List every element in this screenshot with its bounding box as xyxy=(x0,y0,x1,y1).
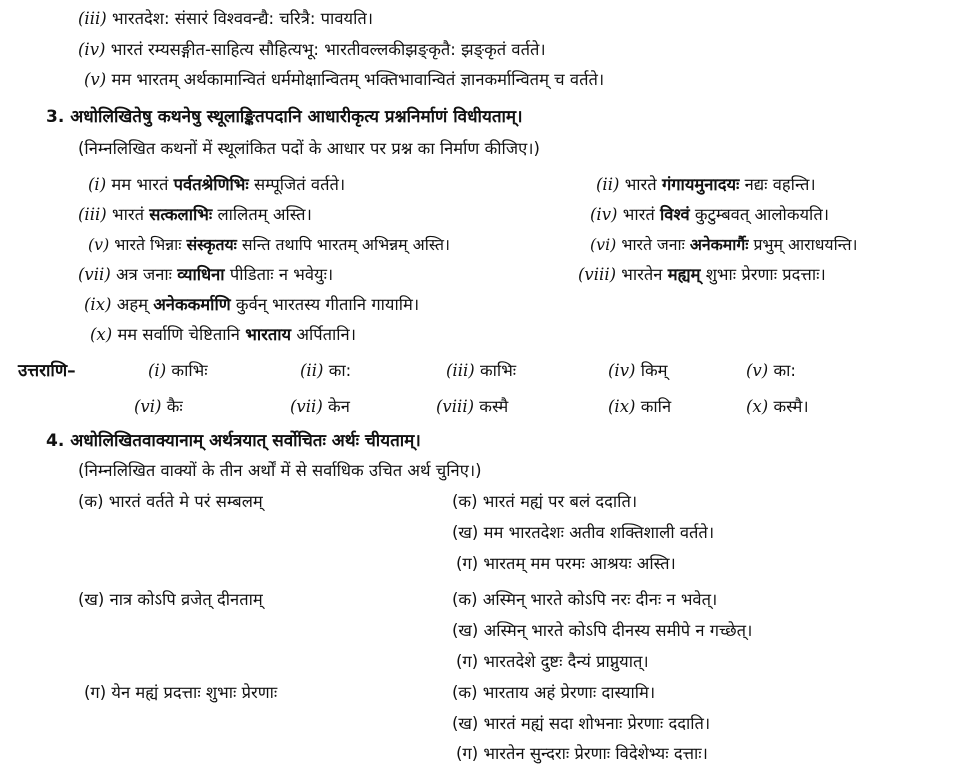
option-label: (ख) xyxy=(452,523,479,542)
q3-item xyxy=(88,174,345,196)
q4-option xyxy=(456,553,676,575)
option-label: (ग) xyxy=(456,744,479,763)
option-text: भारतेन सुन्दराः प्रेरणाः विदेशेभ्यः दत्ताः। xyxy=(483,744,708,763)
item-text: कुर्वन् भारतस्य गीतानि गायामि। xyxy=(230,295,420,314)
answer-text: केन xyxy=(328,397,350,416)
item-number: (x) xyxy=(90,325,113,344)
item-text: प्रभुम् आराधयन्ति। xyxy=(748,235,858,254)
top-item xyxy=(78,8,373,30)
q3-item xyxy=(596,174,816,196)
question-3-heading: 3. अधोलिखितेषु कथनेषु स्थूलाङ्कितपदानि आधारीकृत्य प्रश्ननिर्माणं विधीयताम्। xyxy=(46,107,523,127)
item-number: (i) xyxy=(88,175,107,194)
bold-term: मह्यम् xyxy=(667,265,701,284)
bold-term: विश्वं xyxy=(660,205,690,224)
item-text: अहम् xyxy=(116,295,154,314)
option-text: भारतदेशे दुष्टः दैन्यं प्राप्नुयात्। xyxy=(483,652,649,671)
q3-item xyxy=(578,264,826,286)
answer-number: (ii) xyxy=(300,361,324,380)
q4-option xyxy=(452,713,710,735)
answer-item xyxy=(446,360,516,382)
answer-item xyxy=(134,396,183,418)
item-text: भारतेन xyxy=(621,265,668,284)
q3-item xyxy=(78,264,333,286)
item-number: (iii) xyxy=(78,205,107,224)
q4-sentence xyxy=(78,491,263,513)
q4-sentence xyxy=(78,589,263,611)
question-4-heading: 4. अधोलिखितवाक्यानाम् अर्थत्रयात् सर्वोचितः अर्थः चीयताम्। xyxy=(46,431,421,451)
answer-item xyxy=(746,360,796,382)
answer-number: (viii) xyxy=(436,397,475,416)
item-number: (iv) xyxy=(590,205,618,224)
answer-item xyxy=(608,360,668,382)
bold-term: व्याधिना xyxy=(177,265,225,284)
sentence-text: येन मह्यं प्रदत्ताः शुभाः प्रेरणाः xyxy=(111,683,278,702)
answer-item xyxy=(436,396,508,418)
item-text: भारते जनाः xyxy=(621,235,690,254)
q4-option xyxy=(452,522,714,544)
item-number: (iv) xyxy=(78,40,106,59)
answer-number: (ix) xyxy=(608,397,636,416)
answer-number: (vii) xyxy=(290,397,323,416)
sentence-text: नात्र कोऽपि व्रजेत् दीनताम् xyxy=(109,590,263,609)
q4-option xyxy=(452,589,717,611)
question-4-subheading: (निम्नलिखित वाक्यों के तीन अर्थों में से सर्वाधिक उचित अर्थ चुनिए।) xyxy=(78,461,482,480)
bold-term: गंगायमुनादयः xyxy=(661,175,740,194)
q3-item xyxy=(90,324,356,346)
top-item xyxy=(84,69,604,91)
option-label: (ग) xyxy=(456,652,479,671)
sentence-label: (क) xyxy=(78,492,104,511)
bold-term: भारताय xyxy=(245,325,292,344)
item-text: मम सर्वाणि चेष्टितानि xyxy=(117,325,246,344)
bold-term: संस्कृतयः xyxy=(186,235,237,254)
option-text: भारतम् मम परमः आश्रयः अस्ति। xyxy=(483,554,676,573)
option-text: अस्मिन् भारते कोऽपि दीनस्य समीपे न गच्छेत्। xyxy=(483,621,753,640)
q4-option xyxy=(452,620,752,642)
option-label: (क) xyxy=(452,590,478,609)
answer-number: (i) xyxy=(148,361,167,380)
item-text: कुटुम्बवत् आलोकयति। xyxy=(689,205,829,224)
option-text: भारतं मह्यं सदा शोभनाः प्रेरणाः ददाति। xyxy=(483,714,711,733)
item-text: मम भारतं xyxy=(111,175,174,194)
answer-text: का: xyxy=(773,361,796,380)
q4-option xyxy=(456,743,708,765)
answer-item xyxy=(746,396,809,418)
option-text: भारताय अहं प्रेरणाः दास्यामि। xyxy=(482,683,656,702)
q4-option xyxy=(452,682,655,704)
answer-item xyxy=(608,396,671,418)
sentence-text: भारतं वर्तते मे परं सम्बलम् xyxy=(108,492,263,511)
item-number: (vi) xyxy=(590,235,617,254)
item-text: सन्ति तथापि भारतम् अभिन्नम् अस्ति। xyxy=(236,235,450,254)
answer-number: (iv) xyxy=(608,361,636,380)
item-text: सम्पूजितं वर्तते। xyxy=(248,175,346,194)
bold-term: अनेकमार्गैः xyxy=(689,235,749,254)
q3-item xyxy=(88,234,450,256)
answer-text: कैः xyxy=(166,397,183,416)
option-text: अस्मिन् भारते कोऽपि नरः दीनः न भवेत्। xyxy=(482,590,718,609)
answer-item xyxy=(148,360,208,382)
answers-label: उत्तराणि– xyxy=(18,361,76,381)
option-label: (क) xyxy=(452,683,478,702)
bold-term: पर्वतश्रेणिभिः xyxy=(173,175,249,194)
item-number: (iii) xyxy=(78,9,107,28)
item-text: भारते भिन्नाः xyxy=(114,235,187,254)
item-text: भारतं रम्यसङ्गीत-साहित्य सौहित्यभू: भारतीवल्लकीझङ्कृतै: झङ्कृतं वर्तते। xyxy=(110,40,546,59)
item-text: भारतदेश: संसारं विश्ववन्द्यै: चरित्रै: पावयति। xyxy=(111,9,374,28)
answer-text: काभिः xyxy=(479,361,517,380)
top-item xyxy=(78,39,546,61)
answer-number: (x) xyxy=(746,397,769,416)
q4-sentence xyxy=(84,682,277,704)
item-text: भारते xyxy=(624,175,662,194)
item-text: भारतं xyxy=(622,205,661,224)
bold-term: सत्कलाभिः xyxy=(149,205,213,224)
answer-text: किम् xyxy=(640,361,668,380)
item-number: (v) xyxy=(84,70,107,89)
item-text: मम भारतम् अर्थकामान्वितं धर्ममोक्षान्वितम् भक्तिभावान्वितं ज्ञानकर्मान्वितम् च वर्तते। xyxy=(111,70,605,89)
item-number: (vii) xyxy=(78,265,111,284)
answer-text: का: xyxy=(328,361,352,380)
item-text: पीडिताः न भवेयुः। xyxy=(224,265,334,284)
answer-text: कस्मै xyxy=(479,397,509,416)
sentence-label: (ख) xyxy=(78,590,105,609)
item-text: अर्पितानि। xyxy=(291,325,356,344)
item-number: (v) xyxy=(88,235,110,254)
q4-option xyxy=(452,491,637,513)
option-text: भारतं मह्यं पर बलं ददाति। xyxy=(482,492,638,511)
q3-item xyxy=(590,234,858,256)
answer-text: कस्मै। xyxy=(773,397,809,416)
answer-item xyxy=(300,360,351,382)
option-label: (क) xyxy=(452,492,478,511)
answer-text: कानि xyxy=(640,397,672,416)
option-text: मम भारतदेशः अतीव शक्तिशाली वर्तते। xyxy=(483,523,715,542)
answer-number: (iii) xyxy=(446,361,475,380)
q3-item xyxy=(590,204,829,226)
item-number: (ii) xyxy=(596,175,620,194)
item-text: नद्यः वहन्ति। xyxy=(739,175,816,194)
answer-text: काभिः xyxy=(171,361,208,380)
sentence-label: (ग) xyxy=(84,683,107,702)
item-text: भारतं xyxy=(111,205,150,224)
answer-item xyxy=(290,396,350,418)
q3-item xyxy=(84,294,419,316)
item-text: अत्र जनाः xyxy=(116,265,178,284)
item-number: (viii) xyxy=(578,265,617,284)
answer-number: (v) xyxy=(746,361,769,380)
option-label: (ख) xyxy=(452,714,479,733)
item-text: शुभाः प्रेरणाः प्रदत्ताः। xyxy=(700,265,826,284)
option-label: (ग) xyxy=(456,554,479,573)
answer-number: (vi) xyxy=(134,397,162,416)
item-text: लालितम् अस्ति। xyxy=(212,205,312,224)
item-number: (ix) xyxy=(84,295,112,314)
q3-item xyxy=(78,204,312,226)
bold-term: अनेककर्माणि xyxy=(153,295,231,314)
q4-option xyxy=(456,651,649,673)
question-3-subheading: (निम्नलिखित कथनों में स्थूलांकित पदों के आधार पर प्रश्न का निर्माण कीजिए।) xyxy=(78,139,540,158)
option-label: (ख) xyxy=(452,621,479,640)
